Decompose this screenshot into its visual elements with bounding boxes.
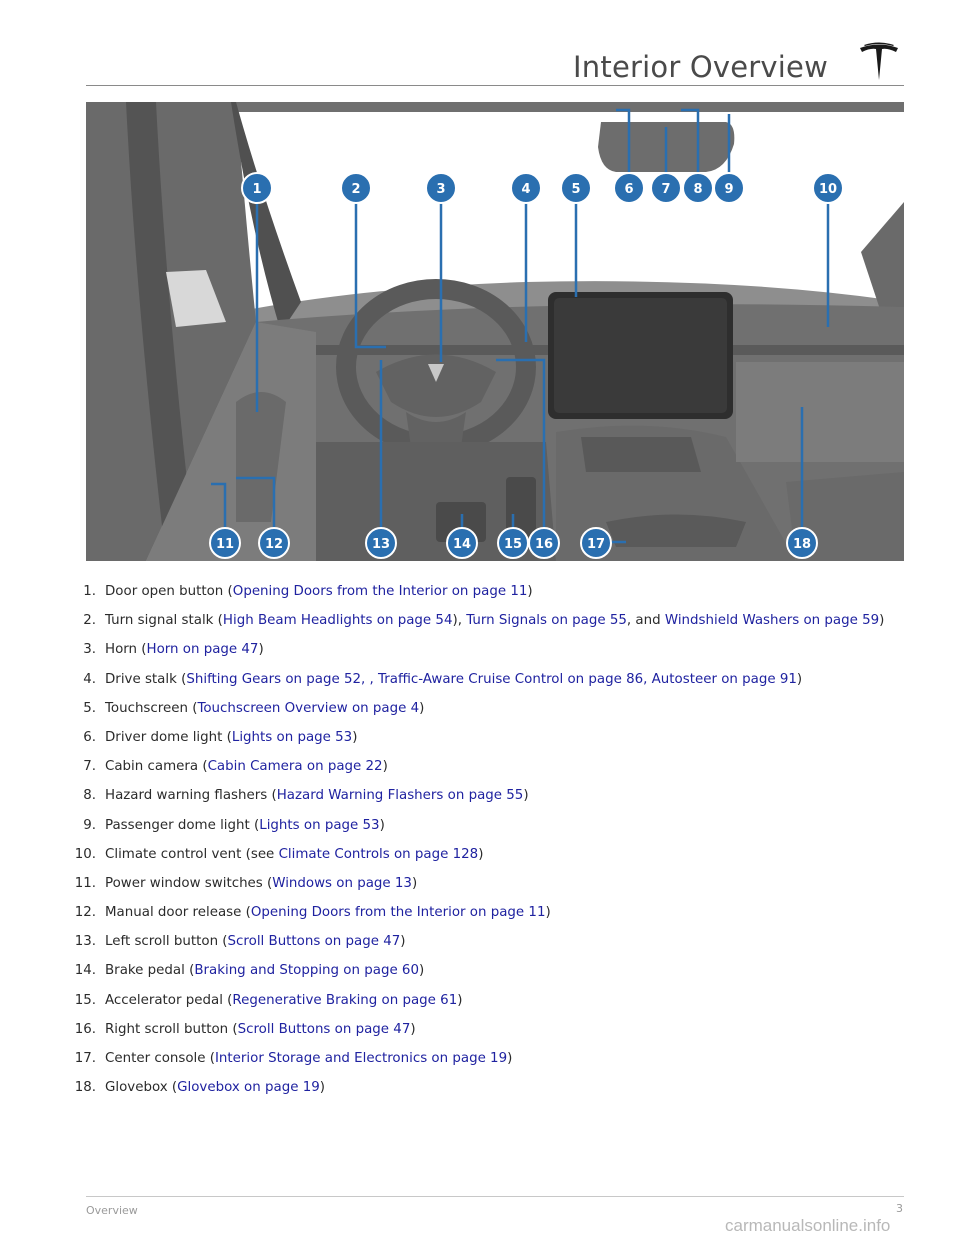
callout-10 bbox=[813, 173, 843, 203]
legend-item-text: ) bbox=[400, 934, 406, 950]
legend-item-text: Cabin camera ( bbox=[105, 759, 208, 775]
legend-item-number: 9. bbox=[83, 817, 96, 833]
page-reference-link[interactable]: Shifting Gears on page 52, , Traffic-Aware Cruise Control on page 86, Autosteer on page 91 bbox=[186, 671, 797, 687]
legend-item-text: ) bbox=[545, 905, 551, 921]
callout-3 bbox=[426, 173, 456, 203]
legend-item-text: , and bbox=[626, 613, 665, 629]
legend-item bbox=[65, 786, 885, 806]
callout-17 bbox=[581, 528, 611, 558]
legend-item-text: Door open button ( bbox=[105, 584, 233, 599]
svg-text:16: 16 bbox=[534, 537, 554, 552]
legend-item bbox=[65, 670, 885, 690]
interior-illustration bbox=[86, 102, 904, 561]
legend-item-number: 5. bbox=[83, 700, 96, 716]
callout-7 bbox=[651, 173, 681, 203]
legend-item-text: Hazard warning flashers ( bbox=[105, 788, 277, 804]
legend-item-text: Turn signal stalk ( bbox=[105, 613, 223, 629]
page-reference-link[interactable]: Opening Doors from the Interior on page 11 bbox=[250, 905, 546, 921]
page-reference-link[interactable]: Lights on page 53 bbox=[231, 729, 353, 745]
legend-item-text: Manual door release ( bbox=[105, 905, 251, 921]
svg-text:5: 5 bbox=[571, 182, 581, 197]
legend-item-text: ) bbox=[419, 700, 425, 716]
callout-13 bbox=[366, 528, 396, 558]
callout-2 bbox=[341, 173, 371, 203]
legend-item-number: 18. bbox=[74, 1080, 96, 1096]
legend-item-text: ) bbox=[507, 1051, 513, 1066]
callout-1 bbox=[242, 173, 272, 203]
legend-item bbox=[65, 640, 885, 660]
legend-item-text: Drive stalk ( bbox=[105, 671, 187, 687]
legend-item bbox=[65, 582, 885, 602]
page-reference-link[interactable]: Regenerative Braking on page 61 bbox=[232, 992, 458, 1008]
callout-14 bbox=[447, 528, 477, 558]
footer-section-name: Overview bbox=[86, 1204, 138, 1217]
legend-item-text: Accelerator pedal ( bbox=[105, 992, 233, 1008]
parts-legend-list bbox=[65, 582, 885, 1107]
legend-item-text: Passenger dome light ( bbox=[105, 817, 260, 833]
page-reference-link[interactable]: Horn on page 47 bbox=[146, 642, 259, 658]
footer-divider bbox=[86, 1196, 904, 1197]
callout-11 bbox=[210, 528, 240, 558]
legend-item-text: ) bbox=[879, 613, 885, 629]
legend-item-number: 10. bbox=[74, 846, 96, 862]
page-reference-link[interactable]: Glovebox on page 19 bbox=[177, 1080, 320, 1096]
legend-item-number: 2. bbox=[83, 613, 96, 629]
legend-item-text: Climate control vent (see bbox=[105, 846, 279, 862]
legend-item-text: ) bbox=[352, 729, 358, 745]
svg-text:8: 8 bbox=[693, 182, 703, 197]
svg-text:3: 3 bbox=[436, 182, 446, 197]
legend-item bbox=[65, 816, 885, 836]
page-reference-link[interactable]: Scroll Buttons on page 47 bbox=[227, 934, 401, 950]
legend-item-text: Right scroll button ( bbox=[105, 1021, 238, 1037]
legend-item-number: 17. bbox=[74, 1051, 96, 1066]
legend-item-text: ) bbox=[523, 788, 529, 804]
legend-item-number: 4. bbox=[83, 671, 96, 687]
page-reference-link[interactable]: Windshield Washers on page 59 bbox=[664, 613, 880, 629]
legend-item-text: Glovebox ( bbox=[105, 1080, 178, 1096]
legend-item-text: Touchscreen ( bbox=[105, 700, 198, 716]
legend-item-number: 3. bbox=[83, 642, 96, 658]
tesla-logo-icon bbox=[858, 42, 900, 82]
svg-text:17: 17 bbox=[586, 537, 606, 552]
page-reference-link[interactable]: Opening Doors from the Interior on page 11 bbox=[232, 584, 528, 599]
page-reference-link[interactable]: Hazard Warning Flashers on page 55 bbox=[276, 788, 524, 804]
page-reference-link[interactable]: Braking and Stopping on page 60 bbox=[194, 963, 419, 979]
svg-text:9: 9 bbox=[724, 182, 734, 197]
page-reference-link[interactable]: Scroll Buttons on page 47 bbox=[237, 1021, 411, 1037]
legend-item-text: ) bbox=[379, 817, 385, 833]
legend-item-text: ) bbox=[258, 642, 264, 658]
legend-item-text: ) bbox=[410, 1021, 416, 1037]
page-number: 3 bbox=[896, 1202, 903, 1215]
page-reference-link[interactable]: Turn Signals on page 55 bbox=[466, 613, 627, 629]
legend-item-number: 1. bbox=[83, 584, 96, 599]
legend-item-number: 14. bbox=[74, 963, 96, 979]
callout-16 bbox=[529, 528, 559, 558]
legend-item-number: 7. bbox=[83, 759, 96, 775]
svg-text:6: 6 bbox=[624, 182, 634, 197]
legend-item-text: ) bbox=[418, 963, 425, 979]
callout-4 bbox=[511, 173, 541, 203]
legend-item bbox=[65, 699, 885, 719]
legend-item-text: Left scroll button ( bbox=[105, 934, 228, 950]
svg-text:18: 18 bbox=[792, 537, 812, 552]
callout-6 bbox=[614, 173, 644, 203]
legend-item-number: 12. bbox=[74, 905, 96, 921]
legend-item bbox=[65, 961, 885, 981]
legend-item-number: 6. bbox=[83, 729, 96, 745]
page-reference-link[interactable]: Interior Storage and Electronics on page 19 bbox=[214, 1051, 508, 1066]
page-reference-link[interactable]: Climate Controls on page 128 bbox=[278, 846, 479, 862]
page-title: Interior Overview bbox=[573, 50, 828, 84]
legend-item bbox=[65, 728, 885, 748]
svg-text:10: 10 bbox=[818, 182, 838, 197]
legend-item bbox=[65, 757, 885, 777]
legend-item bbox=[65, 611, 885, 631]
legend-item bbox=[65, 874, 885, 894]
legend-item bbox=[65, 903, 885, 923]
callout-5 bbox=[561, 173, 591, 203]
legend-item-number: 16. bbox=[74, 1021, 96, 1037]
page-reference-link[interactable]: High Beam Headlights on page 54 bbox=[222, 613, 453, 629]
svg-text:1: 1 bbox=[252, 182, 262, 197]
svg-text:11: 11 bbox=[215, 537, 235, 552]
legend-item bbox=[65, 1020, 885, 1040]
page-reference-link[interactable]: Windows on page 13 bbox=[272, 875, 412, 891]
page-reference-link[interactable]: Touchscreen Overview on page 4 bbox=[197, 700, 420, 716]
callout-9 bbox=[714, 173, 744, 203]
svg-text:7: 7 bbox=[661, 182, 671, 197]
svg-text:13: 13 bbox=[371, 537, 391, 552]
legend-item-text: Brake pedal ( bbox=[105, 963, 195, 979]
legend-item-text: ) bbox=[478, 846, 484, 862]
svg-text:15: 15 bbox=[503, 537, 523, 552]
svg-text:14: 14 bbox=[452, 537, 472, 552]
legend-item-text: ) bbox=[457, 992, 463, 1008]
page-reference-link[interactable]: Lights on page 53 bbox=[259, 817, 380, 833]
legend-item-text: ) bbox=[411, 875, 418, 891]
legend-item-number: 15. bbox=[74, 992, 96, 1008]
legend-item bbox=[65, 1049, 885, 1069]
legend-item-text: ) bbox=[382, 759, 388, 775]
legend-item bbox=[65, 991, 885, 1011]
legend-item-text: Horn ( bbox=[105, 642, 147, 658]
svg-text:2: 2 bbox=[351, 182, 361, 197]
svg-text:4: 4 bbox=[521, 182, 531, 197]
page-reference-link[interactable]: Cabin Camera on page 22 bbox=[207, 759, 383, 775]
legend-item bbox=[65, 1078, 885, 1098]
watermark: carmanualsonline.info bbox=[725, 1216, 891, 1235]
svg-text:12: 12 bbox=[264, 537, 284, 552]
legend-item-number: 11. bbox=[74, 875, 96, 891]
legend-item-text: ) bbox=[796, 671, 803, 687]
callout-18 bbox=[787, 528, 817, 558]
legend-item-number: 13. bbox=[74, 934, 96, 950]
legend-item bbox=[65, 845, 885, 865]
legend-item-text: ) bbox=[319, 1080, 325, 1096]
legend-item-text: Driver dome light ( bbox=[105, 729, 232, 745]
callout-15 bbox=[498, 528, 528, 558]
legend-item-text: Center console ( bbox=[105, 1051, 215, 1066]
callout-8 bbox=[683, 173, 713, 203]
header-divider bbox=[86, 85, 904, 86]
callout-12 bbox=[259, 528, 289, 558]
legend-item bbox=[65, 932, 885, 952]
legend-item-number: 8. bbox=[83, 788, 96, 804]
legend-item-text: Power window switches ( bbox=[105, 875, 273, 891]
legend-item-text: ) bbox=[527, 584, 533, 599]
legend-item-text: ), bbox=[452, 613, 467, 629]
